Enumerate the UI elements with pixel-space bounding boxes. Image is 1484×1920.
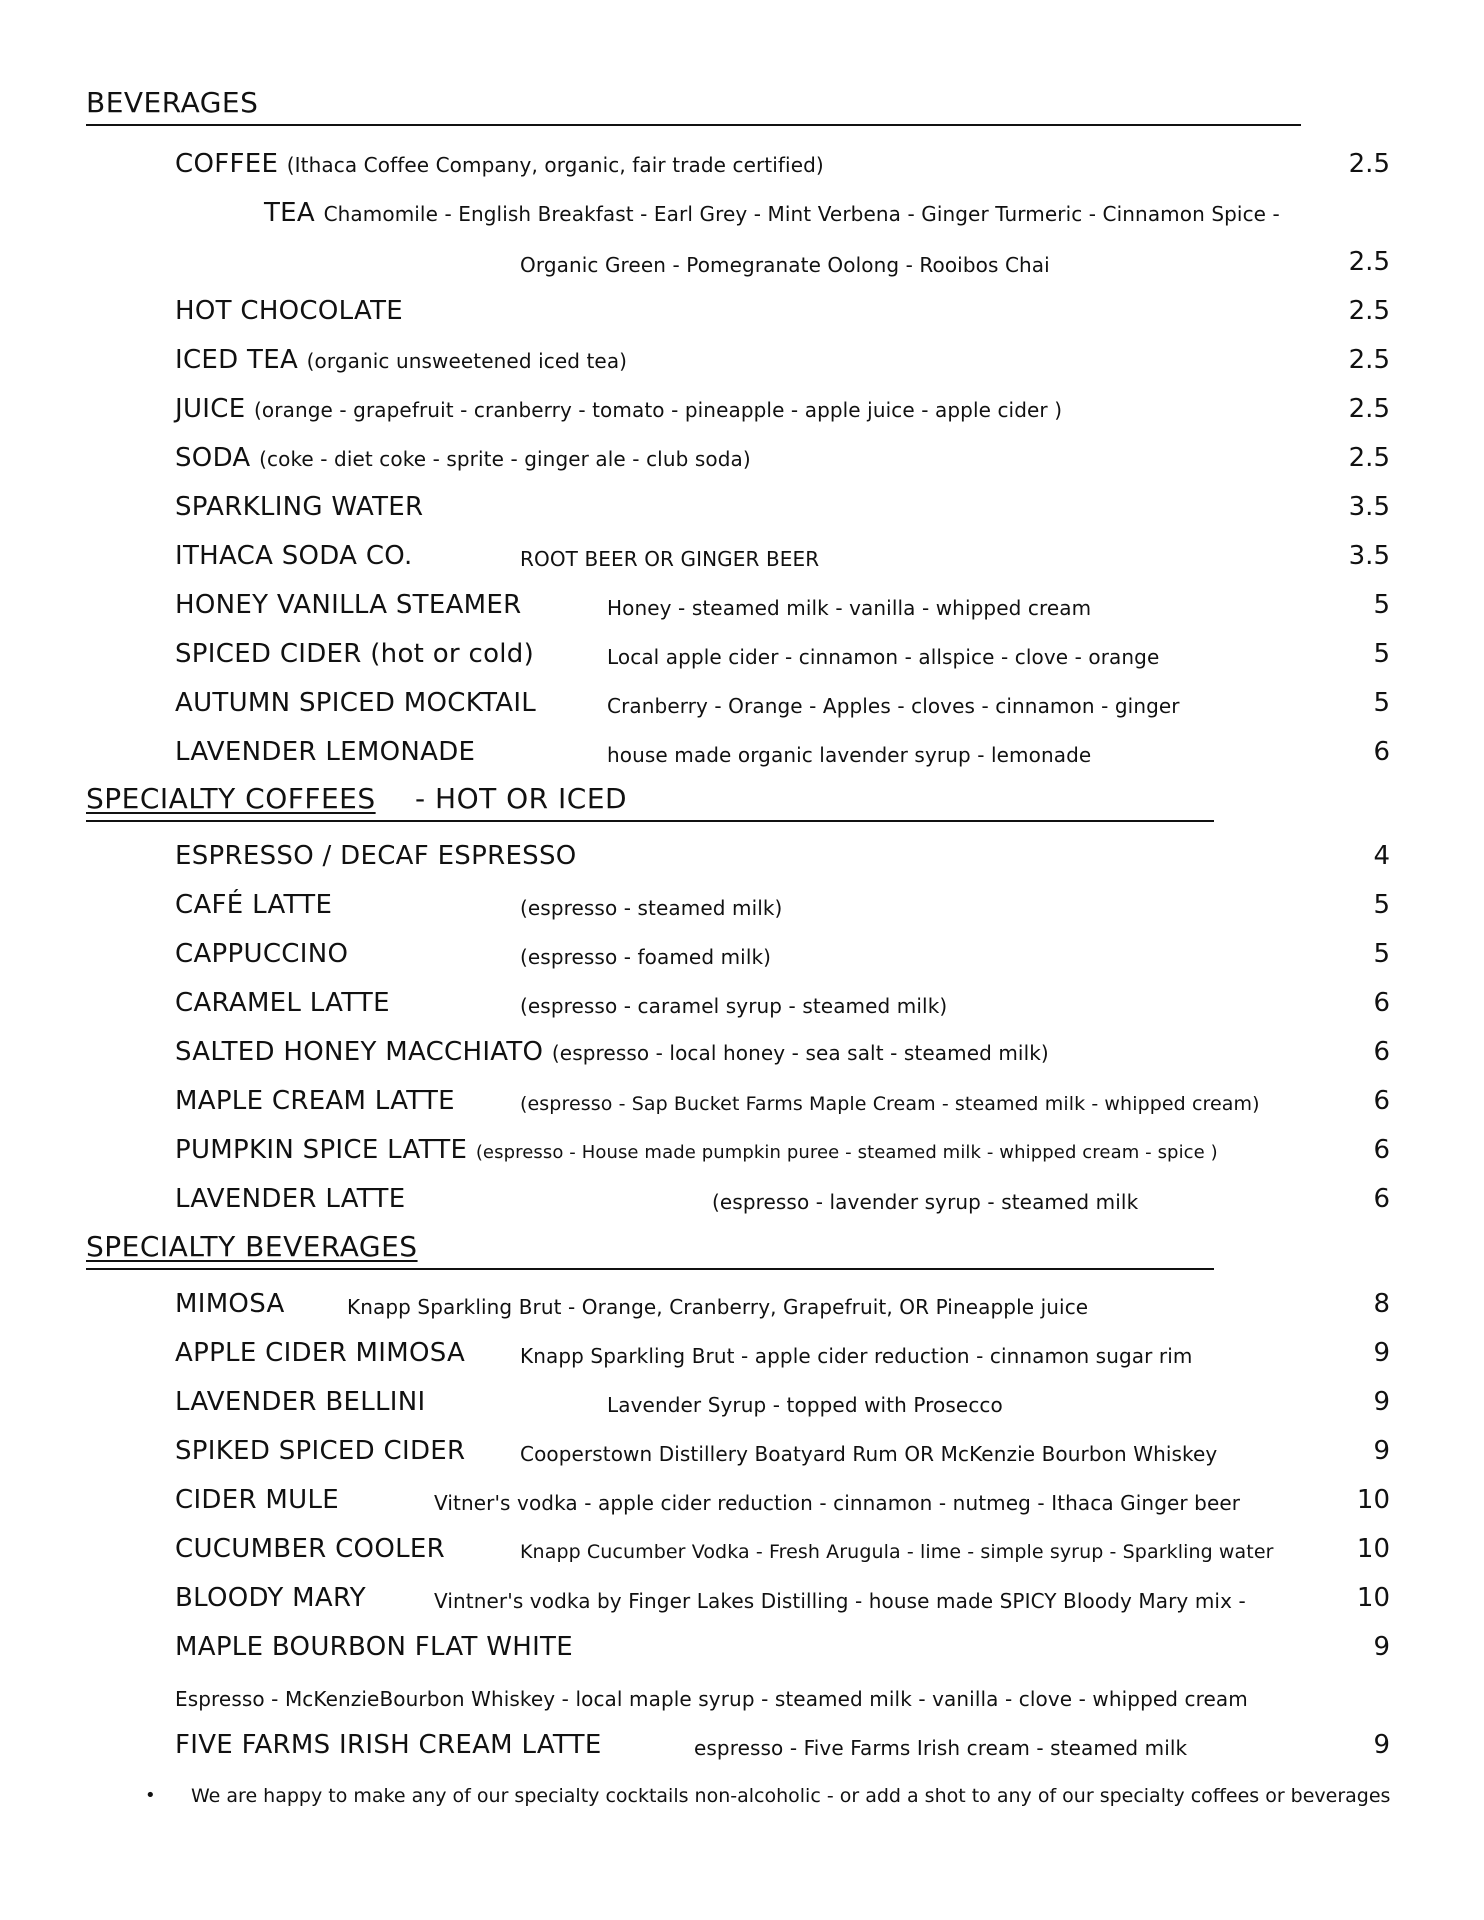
menu-item-pumpkin-spice-latte [0,1130,1484,1176]
menu-item-autumn-spiced-mocktail [0,683,1484,729]
item-price: 10 [1356,1583,1390,1613]
menu-item-lavender-latte [0,1179,1484,1225]
bullet-icon: • [145,1785,156,1806]
item-price: 5 [1373,688,1390,718]
item-description: Vitner's vodka - apple cider reduction - cinnamon - nutmeg - Ithaca Ginger beer [434,1491,1241,1515]
menu-item-lavender-lemonade [0,732,1484,778]
item-description: Knapp Sparkling Brut - Orange, Cranberry, Grapefruit, OR Pineapple juice [347,1295,1089,1319]
item-name: JUICE [175,394,246,424]
item-name: AUTUMN SPICED MOCKTAIL [175,688,537,718]
menu-item-cider-mule [0,1480,1484,1526]
item-price: 6 [1373,1184,1390,1214]
item-description: (espresso - Sap Bucket Farms Maple Cream - steamed milk - whipped cream) [520,1093,1260,1115]
item-name: LAVENDER LATTE [175,1184,406,1214]
menu-item-cappuccino [0,934,1484,980]
menu-item-cafe-latte [0,885,1484,931]
item-name: APPLE CIDER MIMOSA [175,1338,466,1368]
item-price: 9 [1373,1730,1390,1760]
menu-item-tea [0,193,1484,239]
item-description: ROOT BEER OR GINGER BEER [520,547,820,571]
item-description: Chamomile - English Breakfast - Earl Grey - Mint Verbena - Ginger Turmeric - Cinnamon Spice - [323,202,1280,226]
menu-item-ithaca-soda [0,536,1484,582]
item-price: 10 [1356,1485,1390,1515]
item-price: 6 [1373,737,1390,767]
item-price: 4 [1373,841,1390,871]
item-name: LAVENDER BELLINI [175,1387,426,1417]
item-price: 2.5 [1348,443,1390,473]
item-price: 5 [1373,639,1390,669]
item-price: 5 [1373,890,1390,920]
section-title: SPECIALTY COFFEES [86,782,376,815]
menu-item-maple-bourbon-flat-white-desc [0,1676,1484,1722]
item-name: CAPPUCCINO [175,939,349,969]
item-description: (espresso - local honey - sea salt - steamed milk) [551,1041,1049,1065]
menu-item-spiced-cider [0,634,1484,680]
item-description: house made organic lavender syrup - lemonade [607,743,1092,767]
menu-item-honey-vanilla-steamer [0,585,1484,631]
item-price: 6 [1373,988,1390,1018]
item-description: Local apple cider - cinnamon - allspice - clove - orange [607,645,1160,669]
item-price: 6 [1373,1037,1390,1067]
item-name: MAPLE BOURBON FLAT WHITE [175,1632,573,1662]
menu-item-coffee [0,144,1484,190]
item-name: SPIKED SPICED CIDER [175,1436,466,1466]
item-description: (espresso - steamed milk) [520,896,783,920]
section-heading-beverages [86,84,1301,126]
menu-item-juice [0,389,1484,435]
item-description: (Ithaca Coffee Company, organic, fair trade certified) [286,153,824,177]
menu-item-spiked-spiced-cider [0,1431,1484,1477]
menu-item-soda [0,438,1484,484]
item-name: TEA [264,198,315,228]
item-price: 3.5 [1348,492,1390,522]
item-name: MAPLE CREAM LATTE [175,1086,455,1116]
menu-item-maple-bourbon-flat-white [0,1627,1484,1673]
item-description: (espresso - caramel syrup - steamed milk) [520,994,948,1018]
item-name: CARAMEL LATTE [175,988,390,1018]
item-name: SPICED CIDER (hot or cold) [175,639,535,669]
item-price: 2.5 [1348,149,1390,179]
item-name: CIDER MULE [175,1485,339,1515]
menu-item-sparkling-water [0,487,1484,533]
menu-item-five-farms-irish-cream-latte [0,1725,1484,1771]
menu-item-caramel-latte [0,983,1484,1029]
item-description: (espresso - foamed milk) [520,945,772,969]
item-price: 3.5 [1348,541,1390,571]
item-description: (orange - grapefruit - cranberry - tomato - pineapple - apple juice - apple cider ) [254,398,1063,422]
item-description: Knapp Sparkling Brut - apple cider reduction - cinnamon sugar rim [520,1344,1193,1368]
item-name: CAFÉ LATTE [175,890,333,920]
item-price: 9 [1373,1338,1390,1368]
item-name: HONEY VANILLA STEAMER [175,590,522,620]
menu-item-apple-cider-mimosa [0,1333,1484,1379]
item-name: CUCUMBER COOLER [175,1534,445,1564]
item-price: 2.5 [1348,296,1390,326]
item-name: PUMPKIN SPICE LATTE [175,1135,468,1165]
item-description: Lavender Syrup - topped with Prosecco [607,1393,1003,1417]
item-description-continued: Organic Green - Pomegranate Oolong - Rooibos Chai [520,253,1050,277]
menu-item-maple-cream-latte [0,1081,1484,1127]
item-price: 8 [1373,1289,1390,1319]
item-name: SPARKLING WATER [175,492,424,522]
footnote [145,1778,1405,1814]
menu-item-tea-continued [0,242,1484,288]
item-description: Knapp Cucumber Vodka - Fresh Arugula - lime - simple syrup - Sparkling water [520,1541,1274,1563]
item-price: 9 [1373,1387,1390,1417]
item-description: (espresso - House made pumpkin puree - steamed milk - whipped cream - spice ) [475,1142,1218,1163]
section-title: BEVERAGES [86,86,259,119]
menu-item-espresso [0,836,1484,882]
section-subtitle: - HOT OR ICED [415,782,628,815]
menu-item-hot-chocolate [0,291,1484,337]
item-description: (coke - diet coke - sprite - ginger ale - club soda) [259,447,751,471]
item-price: 6 [1373,1086,1390,1116]
item-price: 9 [1373,1632,1390,1662]
item-name: SODA [175,443,251,473]
item-name: ITHACA SODA CO. [175,541,413,571]
item-description: Espresso - McKenzieBourbon Whiskey - local maple syrup - steamed milk - vanilla - clove - whipped cream [175,1687,1248,1711]
footnote-text: We are happy to make any of our specialty cocktails non-alcoholic - or add a shot to any of our specialty coffees or beverages [191,1785,1391,1807]
item-name: LAVENDER LEMONADE [175,737,476,767]
menu-item-salted-honey-macchiato [0,1032,1484,1078]
item-name: ICED TEA [175,345,299,375]
item-name: COFFEE [175,149,279,179]
item-name: FIVE FARMS IRISH CREAM LATTE [175,1730,602,1760]
item-price: 5 [1373,939,1390,969]
item-description: Cooperstown Distillery Boatyard Rum OR McKenzie Bourbon Whiskey [520,1442,1218,1466]
item-name: MIMOSA [175,1289,285,1319]
item-price: 2.5 [1348,247,1390,277]
item-description: (espresso - lavender syrup - steamed milk [712,1190,1139,1214]
item-price: 10 [1356,1534,1390,1564]
item-name: HOT CHOCOLATE [175,296,404,326]
item-description: Cranberry - Orange - Apples - cloves - cinnamon - ginger [607,694,1180,718]
section-title: SPECIALTY BEVERAGES [86,1230,418,1263]
item-description: espresso - Five Farms Irish cream - steamed milk [694,1736,1188,1760]
item-price: 6 [1373,1135,1390,1165]
item-description: Vintner's vodka by Finger Lakes Distilling - house made SPICY Bloody Mary mix - [434,1589,1246,1613]
menu-item-iced-tea [0,340,1484,386]
menu-item-cucumber-cooler [0,1529,1484,1575]
menu-item-lavender-bellini [0,1382,1484,1428]
item-price: 2.5 [1348,345,1390,375]
item-price: 2.5 [1348,394,1390,424]
menu-item-bloody-mary [0,1578,1484,1624]
item-name: ESPRESSO / DECAF ESPRESSO [175,841,577,871]
item-price: 5 [1373,590,1390,620]
item-description: Honey - steamed milk - vanilla - whipped cream [607,596,1092,620]
menu-item-mimosa [0,1284,1484,1330]
item-price: 9 [1373,1436,1390,1466]
item-name: BLOODY MARY [175,1583,366,1613]
section-heading-specialty-coffees [86,780,1214,822]
item-name: SALTED HONEY MACCHIATO [175,1037,544,1067]
section-heading-specialty-beverages [86,1228,1214,1270]
item-description: (organic unsweetened iced tea) [306,349,628,373]
